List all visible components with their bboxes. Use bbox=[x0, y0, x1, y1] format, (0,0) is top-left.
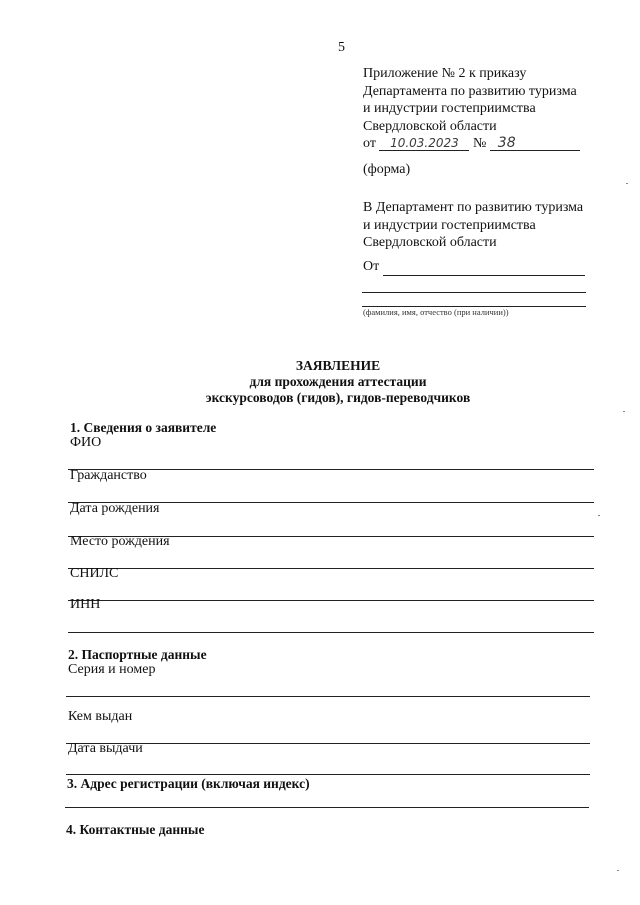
addressee-block bbox=[363, 199, 583, 252]
field-line-issued-by[interactable] bbox=[66, 743, 590, 744]
field-label-inn: ИНН bbox=[70, 597, 101, 612]
field-line-birth-place[interactable] bbox=[68, 568, 594, 569]
field-label-birth-place: Место рождения bbox=[70, 534, 170, 549]
section-3-heading: 3. Адрес регистрации (включая индекс) bbox=[67, 776, 310, 791]
scan-speck bbox=[617, 870, 619, 871]
order-date-number-line bbox=[363, 135, 580, 153]
field-label-snils: СНИЛС bbox=[70, 566, 119, 581]
section-1-heading: 1. Сведения о заявителе bbox=[70, 420, 217, 435]
field-label-issue-date: Дата выдачи bbox=[68, 741, 143, 756]
addressee-line-1: В Департамент по развитию туризма bbox=[363, 200, 584, 215]
field-label-fio: ФИО bbox=[70, 435, 102, 450]
document-subtitle-1: для прохождения аттестации bbox=[249, 374, 427, 389]
from-name-line-1[interactable] bbox=[383, 275, 585, 276]
addressee-line-3: Свердловской области bbox=[363, 235, 497, 250]
appendix-line-1: Приложение № 2 к приказу bbox=[363, 66, 527, 81]
field-label-issued-by: Кем выдан bbox=[68, 709, 133, 724]
name-caption: (фамилия, имя, отчество (при наличии)) bbox=[363, 307, 509, 317]
appendix-block bbox=[363, 65, 580, 153]
number-label: № bbox=[472, 136, 487, 151]
appendix-line-4: Свердловской области bbox=[363, 118, 497, 134]
field-label-passport-series: Серия и номер bbox=[68, 662, 156, 677]
addressee-line-2: и индустрии гостеприимства bbox=[363, 217, 536, 233]
scan-speck bbox=[598, 515, 600, 516]
field-line-address[interactable] bbox=[65, 807, 589, 808]
from-name-line-2[interactable] bbox=[362, 292, 586, 293]
field-line-issue-date[interactable] bbox=[66, 774, 590, 775]
scan-speck bbox=[626, 183, 628, 184]
form-label: (форма) bbox=[363, 162, 411, 177]
field-label-birth-date: Дата рождения bbox=[70, 501, 160, 516]
appendix-line-3: и индустрии гостеприимства bbox=[363, 101, 536, 116]
field-label-citizenship: Гражданство bbox=[70, 468, 147, 483]
appendix-line-2: Департамента по развитию туризма bbox=[363, 83, 577, 99]
page-number: 5 bbox=[338, 40, 345, 55]
section-2-heading: 2. Паспортные данные bbox=[68, 647, 207, 662]
document-subtitle-2: экскурсоводов (гидов), гидов-переводчиков bbox=[205, 390, 471, 405]
ot-label: от bbox=[363, 136, 376, 151]
field-line-fio[interactable] bbox=[68, 469, 594, 470]
document-title: ЗАЯВЛЕНИЕ bbox=[295, 358, 381, 373]
section-4-heading: 4. Контактные данные bbox=[66, 822, 205, 837]
order-date-handwritten: 10.03.2023 bbox=[379, 136, 469, 151]
scan-speck bbox=[623, 411, 625, 412]
order-number-handwritten: 38 bbox=[490, 136, 580, 151]
field-line-inn[interactable] bbox=[68, 632, 594, 633]
field-line-passport-series[interactable] bbox=[66, 696, 590, 697]
field-line-snils[interactable] bbox=[68, 600, 594, 601]
from-label: От bbox=[363, 259, 380, 274]
